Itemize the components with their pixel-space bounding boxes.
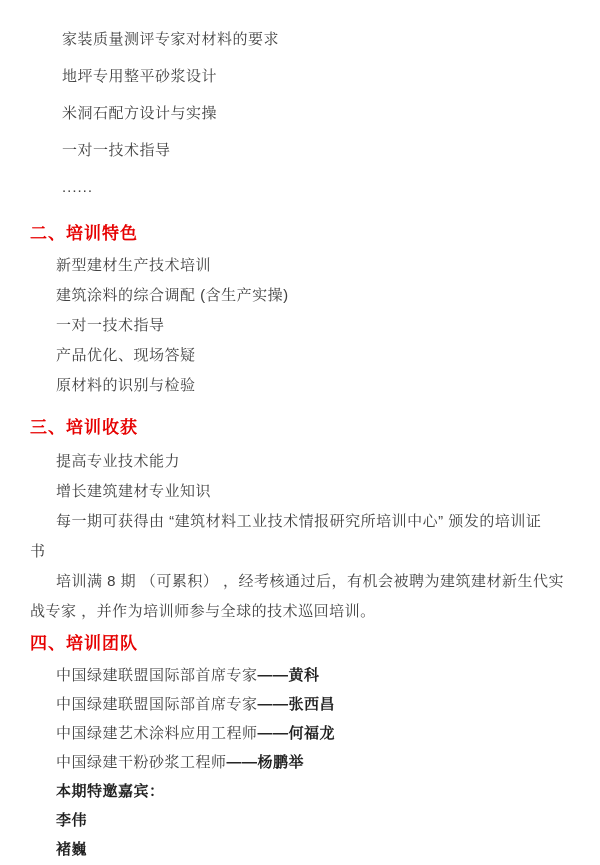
exam-paragraph-line2: 战专家 ，并作为培训师参与全球的技术巡回培训。 [30,603,376,620]
member-name: 何福龙 [288,725,336,742]
intro-list [30,30,566,198]
list-item: 原材料的识别与检验 [56,377,196,394]
guest-name: 褚巍 [56,841,88,858]
section-heading-team: 四、培训团队 [30,634,138,653]
em-dash: —— [226,754,258,771]
gains-list [30,452,566,622]
ellipsis-line: ...... [62,179,94,196]
team-member [30,695,566,715]
list-item: 家装质量测评专家对材料的要求 [62,31,280,48]
features-list [30,256,566,396]
guests-label: 本期特邀嘉宾： [56,783,165,800]
member-title: 中国绿建联盟国际部首席专家 [56,696,258,713]
exam-paragraph-line1: 培训满 8 期 （可累积） ，经考核通过后，有机会被聘为建筑建材新生代实 [56,573,565,590]
team-member [30,724,566,744]
certificate-paragraph-line2: 书 [30,543,46,560]
em-dash: —— [257,725,289,742]
certificate-paragraph-line1: 每一期可获得由 “建筑材料工业技术情报研究所培训中心” 颁发的培训证 [56,513,542,530]
list-item: 产品优化、现场答疑 [56,347,196,364]
member-name: 杨鹏举 [257,754,305,771]
em-dash: —— [257,667,289,684]
team-list [30,666,566,860]
member-title: 中国绿建干粉砂浆工程师 [56,754,227,771]
member-name: 黄科 [288,667,320,684]
em-dash: —— [257,696,289,713]
list-item: 提高专业技术能力 [56,453,181,470]
list-item: 一对一技术指导 [62,142,171,159]
list-item: 米洞石配方设计与实操 [62,105,218,122]
list-item: 建筑涂料的综合调配 (含生产实操) [56,287,289,304]
list-item: 地坪专用整平砂浆设计 [62,68,218,85]
member-title: 中国绿建联盟国际部首席专家 [56,667,258,684]
section-heading-gains: 三、培训收获 [30,418,138,437]
team-member [30,753,566,773]
team-member [30,666,566,686]
guest-name: 李伟 [56,812,88,829]
list-item: 增长建筑建材专业知识 [56,483,212,500]
member-name: 张西昌 [288,696,336,713]
section-heading-features: 二、培训特色 [30,224,138,243]
member-title: 中国绿建艺术涂料应用工程师 [56,725,258,742]
list-item: 一对一技术指导 [56,317,165,334]
list-item: 新型建材生产技术培训 [56,257,212,274]
